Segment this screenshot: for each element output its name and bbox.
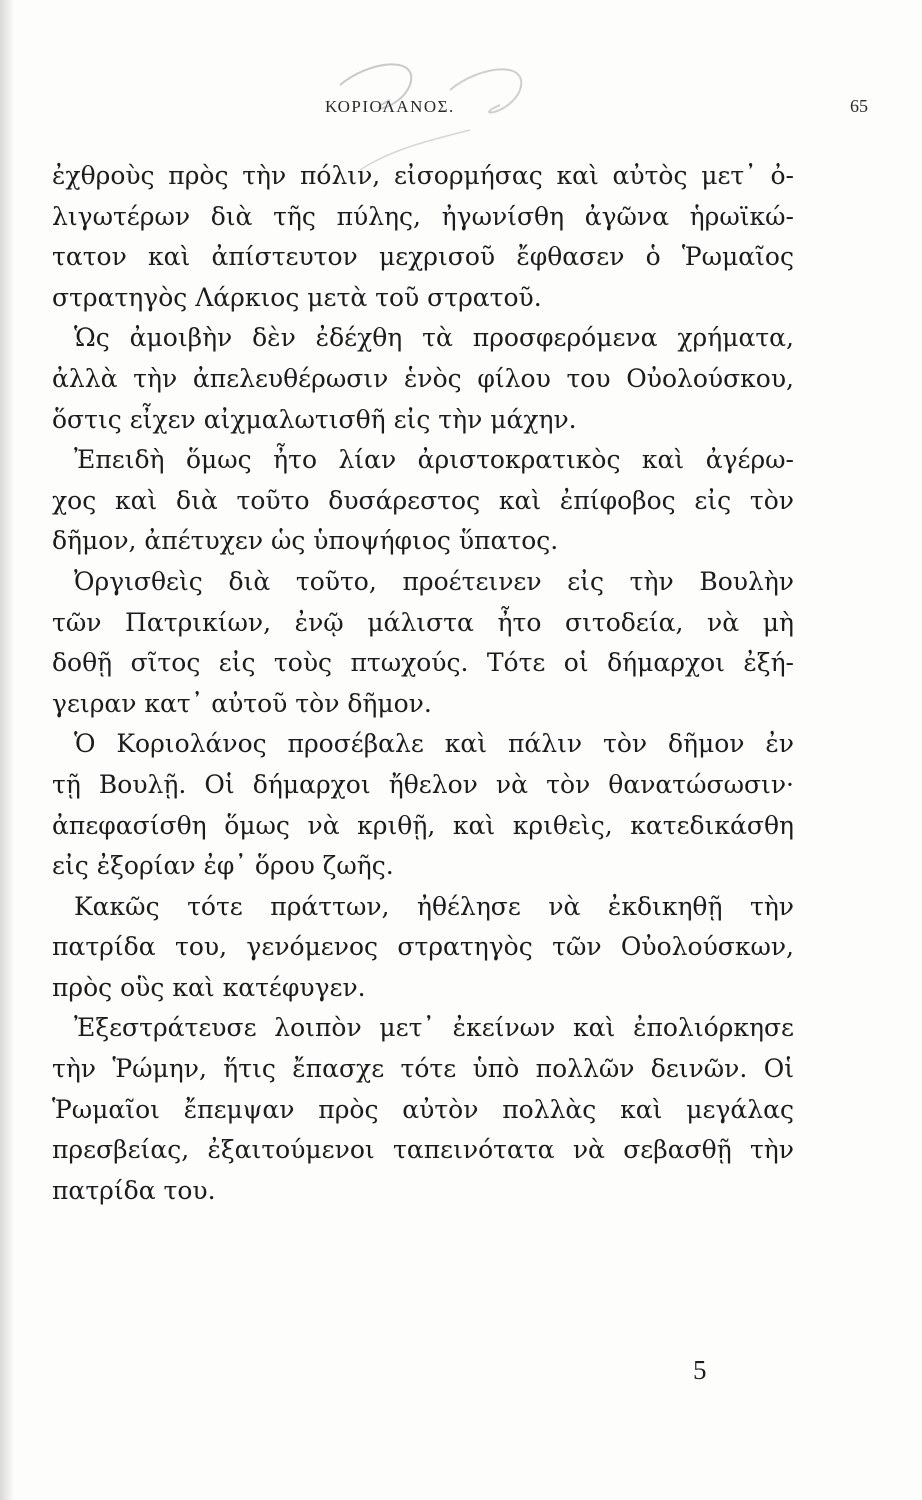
- text-line: ἀλλὰ τὴν ἀπελευθέρωσιν ἑνὸς φίλου του Οὐολούσκου,: [52, 363, 794, 393]
- text-line: πρεσβείας, ἐξαιτούμενοι ταπεινότατα νὰ σεβασθῇ τὴν: [52, 1135, 794, 1165]
- text-line: τὴν Ῥώμην, ἥτις ἔπασχε τότε ὑπὸ πολλῶν δεινῶν. Οἱ: [52, 1054, 794, 1084]
- text-line: Ὁ Κοριολάνος προσέβαλε καὶ πάλιν τὸν δῆμον ἐν: [74, 729, 794, 759]
- text-line: πρὸς οὓς καὶ κατέφυγεν.: [52, 972, 366, 1002]
- text-line: ἐχθροὺς πρὸς τὴν πόλιν, εἰσορμήσας καὶ αὐτὸς μετ᾽ ὀ-: [52, 161, 794, 190]
- text-line: δῆμον, ἀπέτυχεν ὡς ὑποψήφιος ὕπατος.: [52, 526, 559, 556]
- text-line: τατον καὶ ἀπίστευτον μεχρισοῦ ἔφθασεν ὁ Ῥωμαῖος: [52, 242, 794, 272]
- page-number: 65: [850, 96, 868, 116]
- text-line: ὅστις εἶχεν αἰχμαλωτισθῆ εἰς τὴν μάχην.: [52, 404, 577, 434]
- text-line: τῇ Βουλῇ. Οἱ δήμαρχοι ἤθελον νὰ τὸν θανατώσωσιν·: [52, 769, 794, 799]
- text-line: γειραν κατ᾽ αὐτοῦ τὸν δῆμον.: [52, 688, 432, 718]
- signature-mark: 5: [693, 1355, 707, 1385]
- binding-shadow: [0, 0, 14, 1500]
- text-line: Ῥωμαῖοι ἔπεμψαν πρὸς αὐτὸν πολλὰς καὶ μεγάλας: [52, 1094, 794, 1124]
- text-line: Ἐξεστράτευσε λοιπὸν μετ᾽ ἐκείνων καὶ ἐπολιόρκησε: [74, 1013, 794, 1043]
- text-line: εἰς ἐξορίαν ἐφ᾽ ὅρου ζωῆς.: [52, 851, 394, 881]
- text-line: Ὀργισθεὶς διὰ τοῦτο, προέτεινεν εἰς τὴν Βουλὴν: [74, 566, 794, 596]
- text-line: τῶν Πατρικίων, ἐνῷ μάλιστα ἦτο σιτοδεία, νὰ μὴ: [52, 607, 794, 637]
- text-line: Ὡς ἀμοιβὴν δὲν ἐδέχθη τὰ προσφερόμενα χρήματα,: [74, 323, 794, 353]
- text-line: δοθῇ σῖτος εἰς τοὺς πτωχούς. Τότε οἱ δήμαρχοι ἐξή-: [52, 648, 794, 678]
- text-line: πατρίδα του, γενόμενος στρατηγὸς τῶν Οὐολούσκων,: [52, 932, 794, 962]
- running-head: ΚΟΡΙΟΛΑΝΟΣ.: [325, 97, 455, 116]
- text-line: πατρίδα του.: [52, 1175, 216, 1205]
- text-line: Ἐπειδὴ ὅμως ἦτο λίαν ἀριστοκρατικὸς καὶ ἀγέρω-: [74, 445, 794, 475]
- text-line: χος καὶ διὰ τοῦτο δυσάρεστος καὶ ἐπίφοβος εἰς τὸν: [52, 485, 794, 515]
- text-line: λιγωτέρων διὰ τῆς πύλης, ἠγωνίσθη ἀγῶνα ἡρωϊκώ-: [52, 201, 794, 231]
- text-line: στρατηγὸς Λάρκιος μετὰ τοῦ στρατοῦ.: [52, 282, 542, 312]
- body-text: [52, 156, 794, 1211]
- text-line: ἀπεφασίσθη ὅμως νὰ κριθῇ, καὶ κριθεὶς, κατεδικάσθη: [52, 810, 794, 840]
- text-line: Κακῶς τότε πράττων, ἠθέλησε νὰ ἐκδικηθῇ τὴν: [74, 891, 794, 921]
